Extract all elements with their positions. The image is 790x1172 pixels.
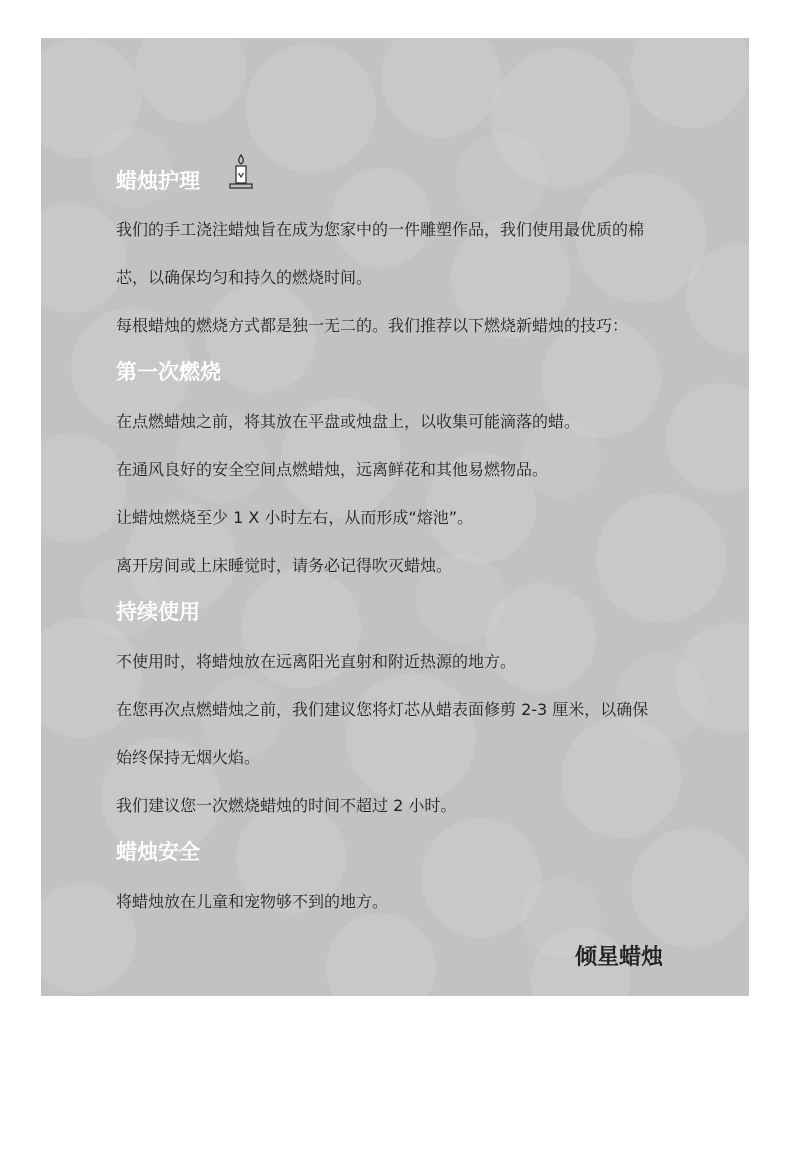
candle-icon [228, 153, 254, 191]
care-line: 芯，以确保均匀和持久的燃烧时间。 [116, 268, 373, 287]
candle-care-card [41, 38, 749, 996]
section-title-continued-use: 持续使用 [116, 600, 200, 624]
first-burn-line: 让蜡烛燃烧至少 1 X 小时左右，从而形成“熔池”。 [116, 508, 473, 527]
care-line: 每根蜡烛的燃烧方式都是独一无二的。我们推荐以下燃烧新蜡烛的技巧： [116, 316, 629, 335]
brand-signature: 倾星蜡烛 [575, 945, 664, 970]
care-line: 我们的手工浇注蜡烛旨在成为您家中的一件雕塑作品，我们使用最优质的棉 [116, 220, 645, 239]
first-burn-line: 在点燃蜡烛之前，将其放在平盘或烛盘上，以收集可能滴落的蜡。 [116, 412, 581, 431]
continued-use-line: 在您再次点燃蜡烛之前，我们建议您将灯芯从蜡表面修剪 2-3 厘米，以确保 [116, 700, 649, 719]
section-title-first-burn: 第一次燃烧 [116, 360, 221, 384]
first-burn-line: 在通风良好的安全空间点燃蜡烛，远离鲜花和其他易燃物品。 [116, 460, 549, 479]
continued-use-line: 我们建议您一次燃烧蜡烛的时间不超过 2 小时。 [116, 796, 457, 815]
continued-use-line: 不使用时，将蜡烛放在远离阳光直射和附近热源的地方。 [116, 652, 517, 671]
continued-use-line: 始终保持无烟火焰。 [116, 748, 261, 767]
section-title-candle-care: 蜡烛护理 [116, 169, 200, 193]
first-burn-line: 离开房间或上床睡觉时，请务必记得吹灭蜡烛。 [116, 556, 453, 575]
section-title-candle-safety: 蜡烛安全 [116, 840, 200, 864]
safety-line: 将蜡烛放在儿童和宠物够不到的地方。 [116, 892, 389, 911]
